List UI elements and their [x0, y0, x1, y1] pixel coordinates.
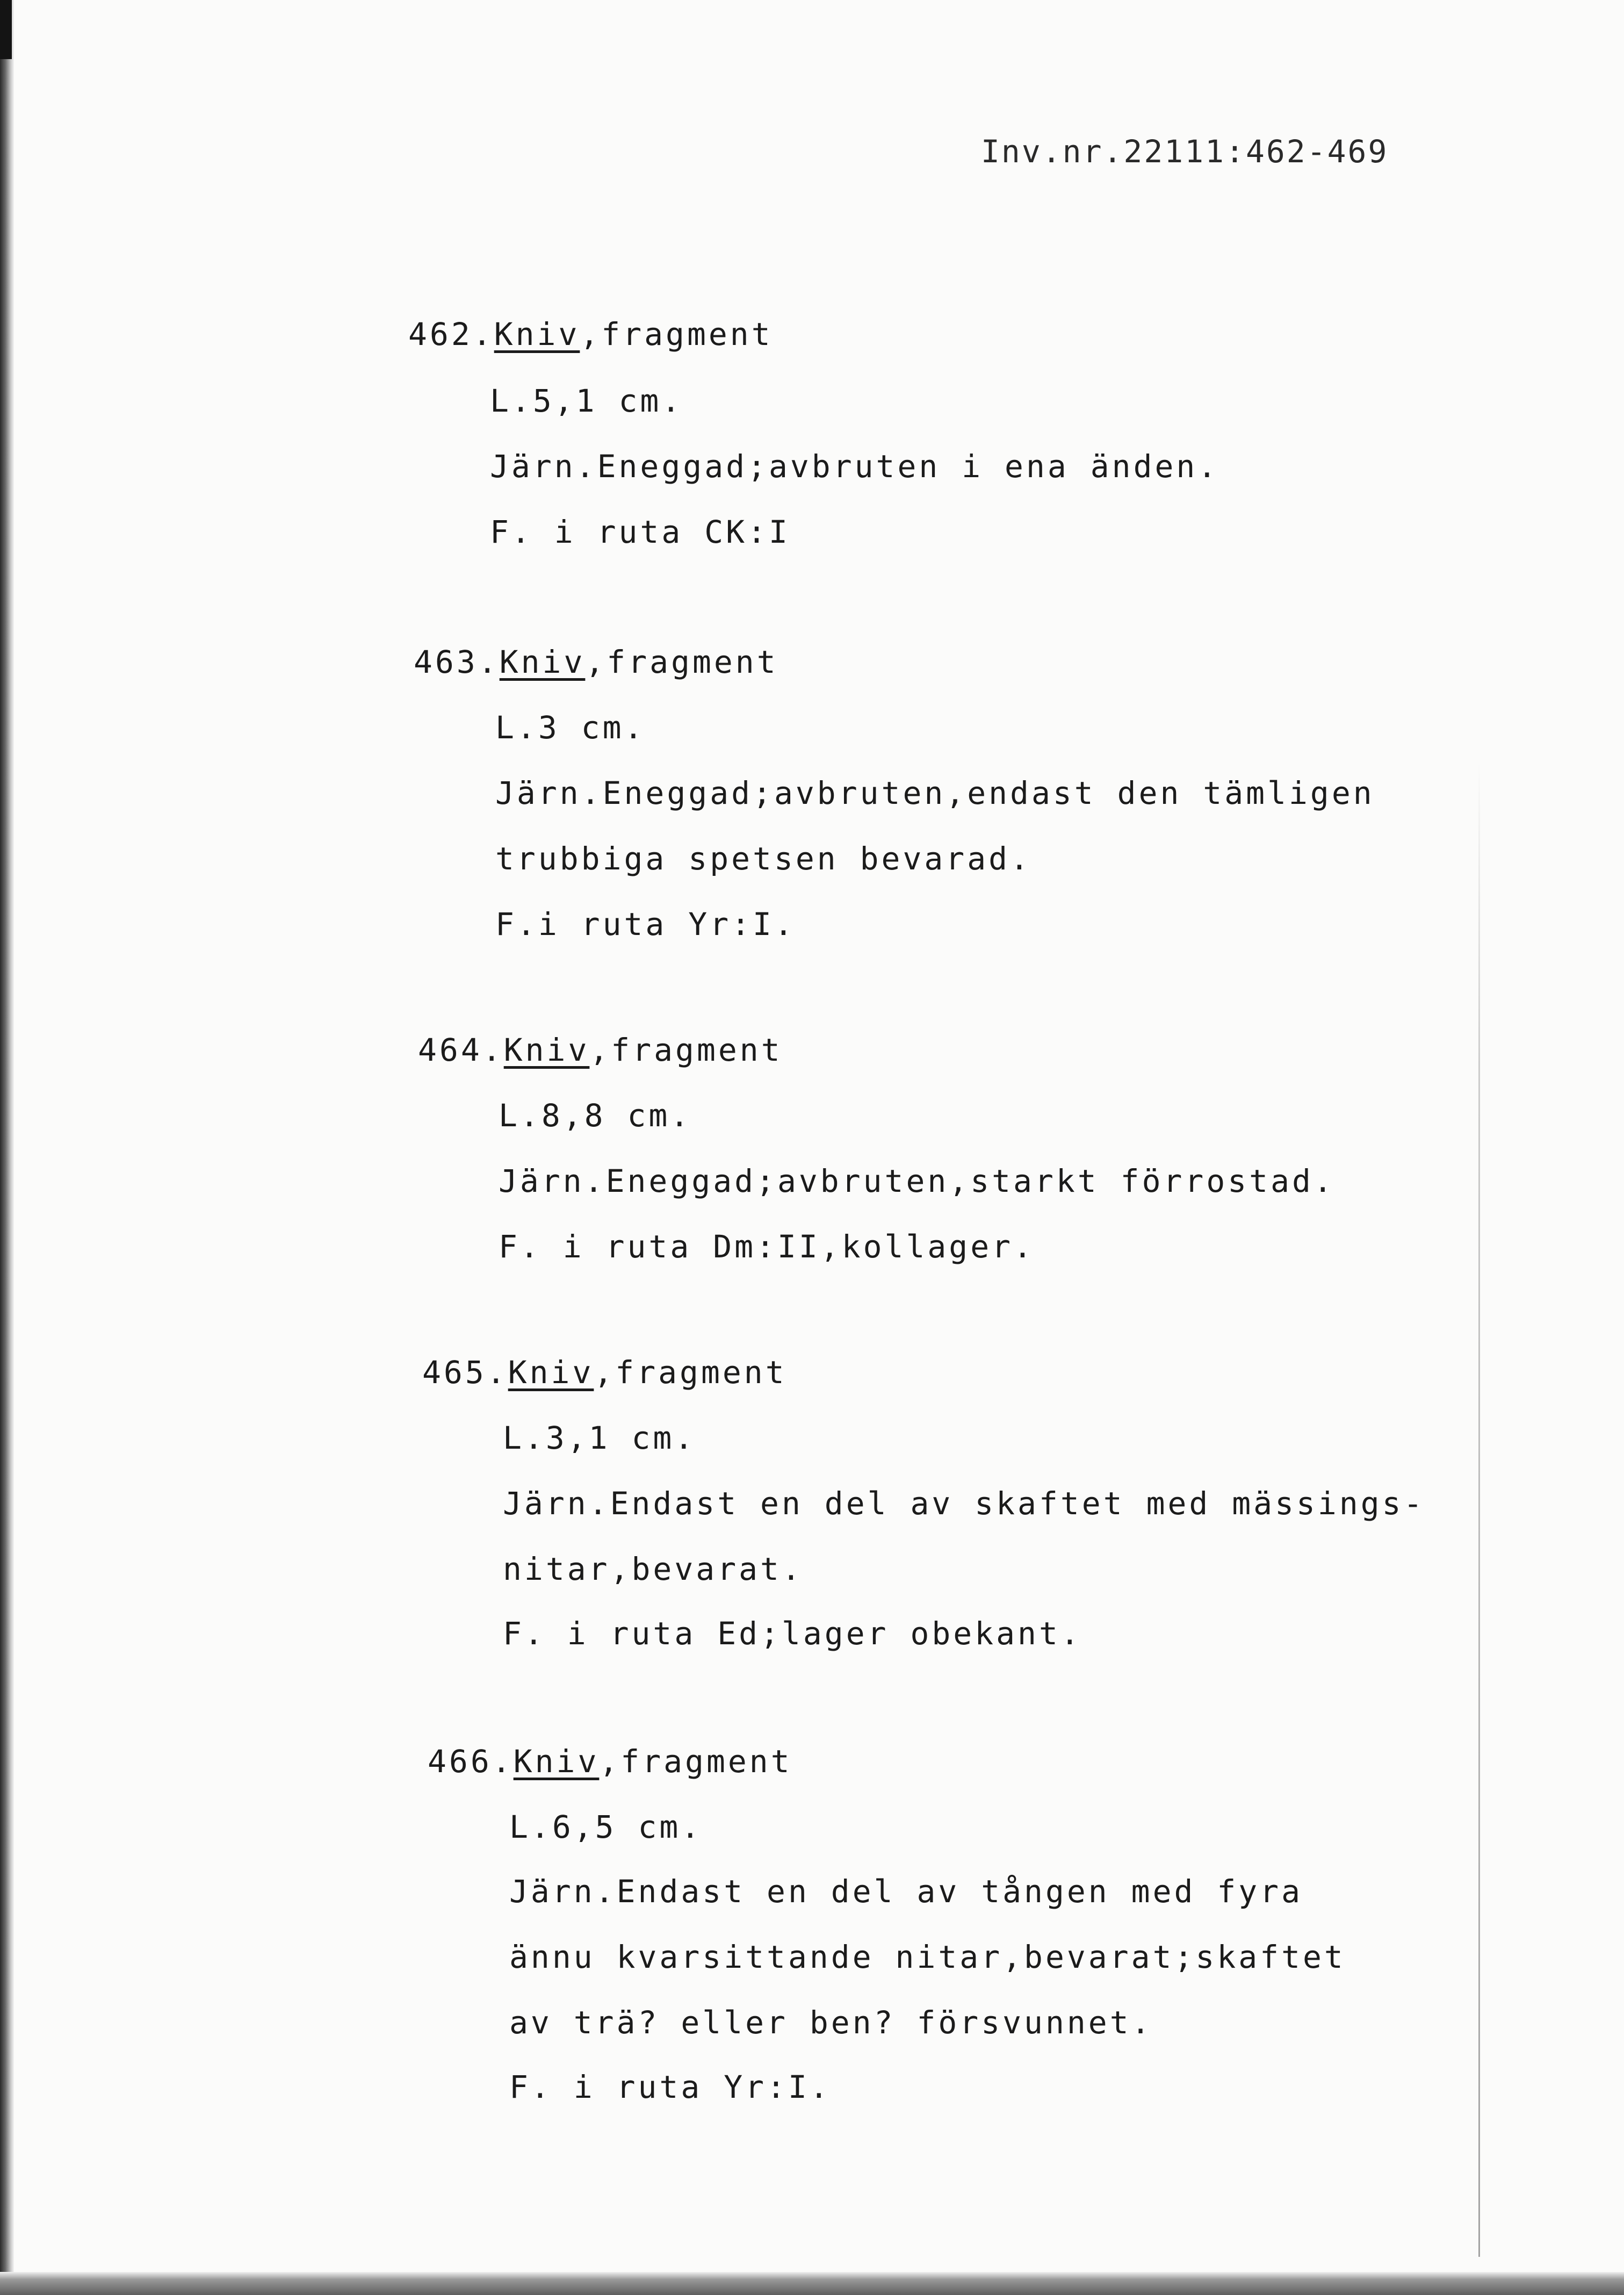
entry-suffix: ,fragment	[589, 1032, 783, 1068]
entry-number: 463.	[414, 644, 500, 680]
entry-heading-462	[408, 316, 773, 352]
scan-bottom-edge	[0, 2272, 1624, 2295]
entry-heading-464	[418, 1032, 783, 1068]
entry-name: Kniv	[503, 1032, 590, 1068]
entry-line: trubbiga spetsen bevarad.	[495, 840, 1031, 877]
entry-heading-465	[422, 1354, 787, 1391]
inventory-number: Inv.nr.22111:462-469	[981, 133, 1389, 170]
entry-heading-466	[428, 1743, 792, 1780]
entry-number: 462.	[408, 316, 494, 352]
entry-line: Järn.Eneggad;avbruten,endast den tämligen	[495, 775, 1375, 811]
entry-line: F. i ruta Ed;lager obekant.	[503, 1615, 1082, 1652]
entry-line: L.5,1 cm.	[490, 383, 683, 419]
entry-line: Järn.Endast en del av skaftet med mässings-	[503, 1485, 1425, 1522]
entry-heading-463	[414, 644, 778, 680]
entry-line: F. i ruta CK:I	[490, 514, 790, 550]
entry-suffix: ,fragment	[580, 316, 773, 352]
entry-line: F.i ruta Yr:I.	[495, 906, 796, 943]
entry-line: av trä? eller ben? försvunnet.	[509, 2004, 1153, 2041]
entry-number: 465.	[422, 1354, 508, 1391]
entry-suffix: ,fragment	[585, 644, 778, 680]
entry-line: L.3 cm.	[495, 709, 646, 746]
scan-corner-mark	[0, 0, 12, 59]
entry-line: L.6,5 cm.	[509, 1809, 703, 1845]
entry-line: nitar,bevarat.	[503, 1551, 803, 1587]
entry-suffix: ,fragment	[599, 1743, 792, 1780]
scan-left-edge	[0, 0, 14, 2295]
entry-line: ännu kvarsittande nitar,bevarat;skaftet	[509, 1939, 1346, 1975]
entry-number: 466.	[428, 1743, 514, 1780]
entry-line: Järn.Endast en del av tången med fyra	[509, 1873, 1303, 1910]
entry-name: Kniv	[508, 1354, 594, 1391]
paper-fold-line	[1478, 763, 1480, 2257]
entry-name: Kniv	[513, 1743, 600, 1780]
entry-line: F. i ruta Yr:I.	[509, 2069, 831, 2105]
entry-suffix: ,fragment	[594, 1354, 787, 1391]
entry-name: Kniv	[494, 316, 580, 352]
entry-line: L.3,1 cm.	[503, 1420, 696, 1456]
entry-line: L.8,8 cm.	[499, 1097, 692, 1134]
entry-line: Järn.Eneggad;avbruten,starkt förrostad.	[499, 1163, 1335, 1199]
entry-number: 464.	[418, 1032, 504, 1068]
entry-line: F. i ruta Dm:II,kollager.	[499, 1228, 1035, 1265]
entry-name: Kniv	[499, 644, 586, 680]
entry-line: Järn.Eneggad;avbruten i ena änden.	[490, 448, 1219, 485]
